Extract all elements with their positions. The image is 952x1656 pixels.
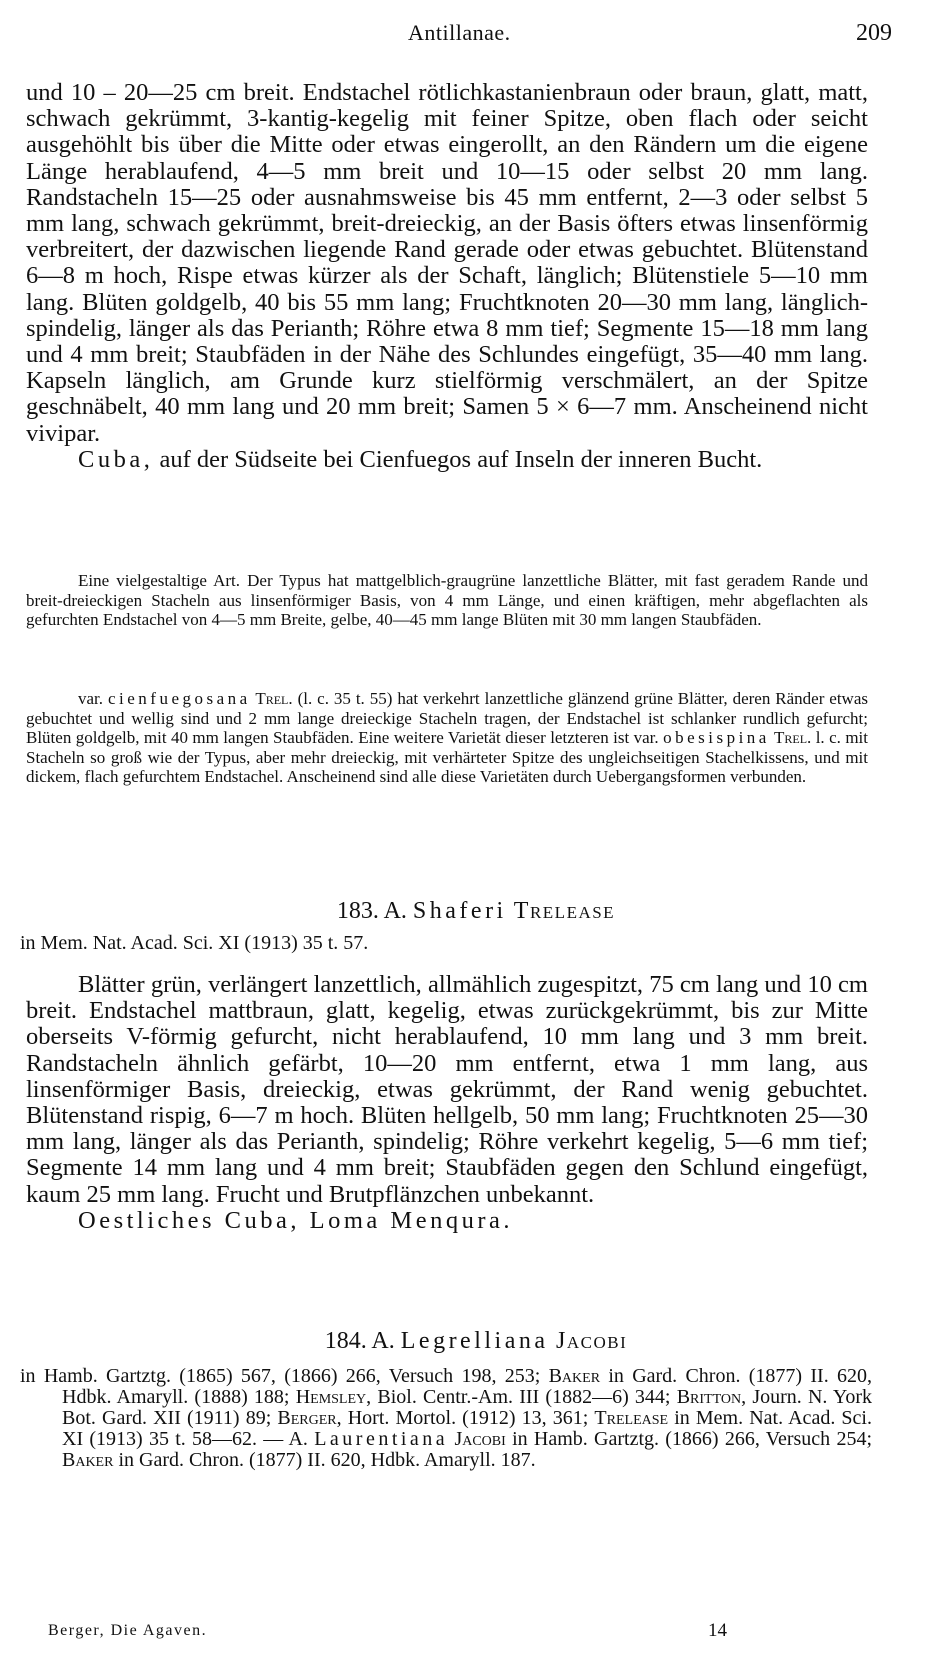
- footer-sheet-number: 14: [708, 1620, 727, 1641]
- citation-author: Baker: [62, 1449, 114, 1471]
- var-prefix: var.: [78, 689, 108, 708]
- citation-author: Berger: [277, 1407, 337, 1429]
- citation-author: Trelease: [594, 1407, 669, 1429]
- citation-author: Baker: [548, 1365, 601, 1387]
- species-description-continued: [26, 80, 868, 473]
- species-name: Shaferi: [412, 898, 507, 924]
- species-number: 183. A.: [336, 898, 413, 924]
- citation-text: [20, 1366, 872, 1471]
- description-paragraph: und 10 – 20—25 cm breit. Endstachel rötlichkastanienbraun oder braun, glatt, matt, schwach gekrümmt, 3-kantig-kegelig mit feiner Spitze, oben flach oder seicht ausgehöhlt bis über die Mitte oder etwas eingerollt, an den Rändern um die eigene Länge herablaufend, 4—5 mm breit und 10—15 oder selbst 20 mm lang. Randstacheln 15—25 oder ausnahmsweise bis 45 mm entfernt, 2—3 oder selbst 5 mm lang, schwach gekrümmt, breit-dreieckig, an der Basis öfters etwas linsenförmig verbreitert, der dazwischen liegende Rand gerade oder etwas gebuchtet. Blütenstand 6—8 m hoch, Rispe etwas kürzer als der Schaft, länglich; Blütenstiele 5—10 mm lang. Blüten goldgelb, 40 bis 55 mm lang; Fruchtknoten 20—30 mm lang, länglich-spindelig, länger als das Perianth; Röhre etwa 8 mm tief; Segmente 15—18 mm lang und 4 mm breit; Staubfäden in der Nähe des Schlundes eingefügt, 35—40 mm lang. Kapseln länglich, am Grunde kurz stielförmig verschmälert, an der Spitze geschnäbelt, 40 mm lang und 20 mm breit; Samen 5 × 6—7 mm. Anscheinend nicht vivipar.: [26, 79, 868, 447]
- citation-part: in Gard. Chron. (1877) II. 620, Hdbk. Amaryll. (1888) 188;: [62, 1365, 872, 1408]
- description-paragraph: Blätter grün, verlängert lanzettlich, allmählich zugespitzt, 75 cm lang und 10 cm breit. Endstachel mattbraun, glatt, kegelig, etwas zurückgekrümmt, bis zur Mitte oberseits V-förmig gefurcht, nicht herablaufend, 10 mm lang und 3 mm breit. Randstacheln ähnlich gefärbt, 10—20 mm entfernt, etwa 1 mm lang, aus linsenförmiger Basis, dreieckig, etwas gekrümmt, der Rand wenig gebuchtet. Blütenstand rispig, 6—7 m hoch. Blüten hellgelb, 50 mm lang; Fruchtknoten 25—30 mm lang, länger als das Perianth, spindelig; Röhre verkehrt kegelig, 5—6 mm tief; Segmente 14 mm lang und 4 mm breit; Staubfäden gegen den Schlund eingefügt, kaum 25 mm lang. Frucht und Brutpflänzchen unbekannt.: [26, 971, 868, 1208]
- species-heading-184: [0, 1328, 952, 1355]
- species-author: Trelease: [506, 898, 616, 924]
- citation-part: , Hort. Mortol. (1912) 13, 361;: [336, 1407, 595, 1429]
- species-name: Legrelliana: [400, 1328, 549, 1354]
- citation-part: in Hamb. Gartztg. (1866) 266, Versuch 254;: [505, 1428, 872, 1450]
- variety-name-2: obesispina: [663, 728, 770, 747]
- variety-description: (l. c. 35 t. 55) hat verkehrt lanzettliche glänzend grüne Blätter, deren Ränder etwas gebuchtet und wellig sind und 2 mm lange dreieckige Stacheln tragen, der Endstachel ist schlanker rundlich gefurcht; Blüten goldgelb, mit 40 mm langen Staubfäden. Eine weitere Varietät dieser letzteren ist var.: [26, 689, 868, 747]
- citation-part: , Journ. N. York Bot. Gard. XII (1911) 89;: [62, 1386, 872, 1429]
- species-citation-183: in Mem. Nat. Acad. Sci. XI (1913) 35 t. 57.: [20, 932, 369, 954]
- citation-part: in Gard. Chron. (1877) II. 620, Hdbk. Amaryll. 187.: [113, 1449, 536, 1471]
- page-number: 209: [856, 20, 892, 46]
- citation-author: Jacobi: [448, 1428, 506, 1450]
- page-header: [0, 20, 952, 56]
- variety-author: Trel.: [250, 689, 293, 708]
- variety-paragraph: [26, 689, 868, 787]
- locality-name: Cuba,: [78, 445, 154, 473]
- species-heading-183: [0, 898, 952, 925]
- species-citation-184: [20, 1366, 872, 1471]
- variety-text: [26, 689, 868, 787]
- citation-author: Hemsley: [295, 1386, 367, 1408]
- footer-signature: Berger, Die Agaven.: [48, 1622, 208, 1639]
- locality-paragraph: [26, 447, 868, 473]
- variety-description-2: l. c. mit Stacheln so groß wie der Typus, aber mehr dreieckig, mit verhärteter Spitze des ungleichseitigen Stachelkissens, und mit dickem, flach gefurchtem Endstachel. Anscheinend sind alle diese Varietäten durch Uebergangsformen verbunden.: [26, 728, 868, 786]
- note-paragraph: [26, 571, 868, 630]
- citation-part: , Biol. Centr.-Am. III (1882—6) 344;: [366, 1386, 677, 1408]
- citation-author: Britton: [676, 1386, 742, 1408]
- species-author: Jacobi: [548, 1328, 628, 1354]
- running-title: Antillanae.: [408, 20, 511, 45]
- citation-part: in Hamb. Gartztg. (1865) 567, (1866) 266, Versuch 198, 253;: [20, 1365, 549, 1387]
- locality-paragraph: Oestliches Cuba, Loma Menqura.: [78, 1206, 513, 1234]
- synonym-name: Laurentiana: [314, 1428, 449, 1450]
- species-description-183: [26, 972, 868, 1234]
- note-text: Eine vielgestaltige Art. Der Typus hat mattgelblich-graugrüne lanzettliche Blätter, mit fast geradem Rande und breit-dreieckigen Stacheln aus linsenförmiger Basis, von 4 mm Länge, und einen kräftigen, mehr abgeflachten als gefurchten Endstachel von 4—5 mm Breite, gelbe, 40—45 mm lange Blüten mit 30 mm langen Staubfäden.: [26, 571, 868, 629]
- species-number: 184. A.: [324, 1328, 401, 1354]
- citation-part: in Mem. Nat. Acad. Sci. XI (1913) 35 t. 58—62. — A.: [62, 1407, 872, 1450]
- variety-author-2: Trel.: [769, 728, 812, 747]
- locality-detail: auf der Südseite bei Cienfuegos auf Inseln der inneren Bucht.: [153, 445, 763, 473]
- variety-name: cienfuegosana: [107, 689, 251, 708]
